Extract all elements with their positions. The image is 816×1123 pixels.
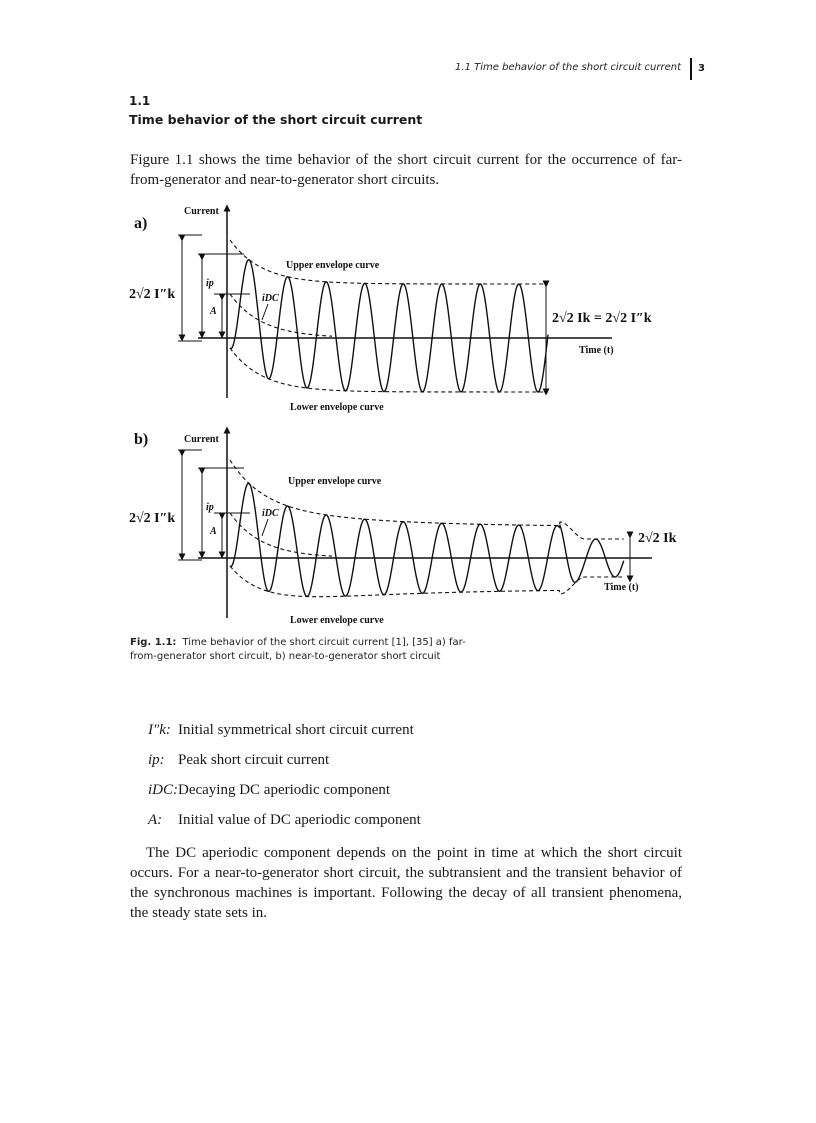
panel-a-peak-label: ip — [206, 278, 214, 289]
caption-text: Time behavior of the short circuit current [1], [35] a) far-from-generator short circuit, b) near-to-generator short circuit — [130, 637, 466, 662]
panel-b-upper-envelope — [230, 460, 624, 539]
figure-caption — [130, 636, 490, 664]
section-title: Time behavior of the short circuit current — [129, 112, 423, 127]
panel-b-left-amplitude-label: 2√2 I″k — [129, 511, 176, 526]
panel-a-upper-envelope — [230, 240, 548, 284]
panel-b-dc-label: iDC — [262, 508, 279, 519]
definition-term: A: — [148, 812, 163, 828]
panel-b-waveform — [230, 483, 624, 596]
panel-a-y-axis-label: Current — [184, 206, 219, 217]
panel-a-dc-label: iDC — [262, 293, 279, 304]
panel-b-lower-envelope-label: Lower envelope curve — [290, 615, 384, 626]
section-number: 1.1 — [129, 94, 151, 108]
panel-b-peak-label: ip — [206, 502, 214, 513]
panel-a-upper-envelope-label: Upper envelope curve — [286, 260, 380, 271]
definition-text: Initial value of DC aperiodic component — [178, 812, 421, 828]
figure-1-1 — [122, 198, 682, 626]
panel-b-label: b) — [134, 431, 149, 448]
panel-a — [129, 206, 652, 413]
caption-label: Fig. 1.1: — [130, 637, 177, 648]
definition-term: iDC: — [148, 782, 178, 798]
running-head: 1.1 Time behavior of the short circuit current — [455, 62, 681, 73]
definition-row — [148, 722, 688, 752]
definition-text: Decaying DC aperiodic component — [178, 782, 391, 798]
panel-b-dc-component — [230, 513, 332, 556]
definition-row — [148, 812, 688, 842]
definition-text: Peak short circuit current — [178, 752, 330, 768]
intro-paragraph: Figure 1.1 shows the time behavior of the short circuit current for the occurrence of far-from-generator and near-to-generator short circuits. — [130, 152, 682, 188]
definition-row — [148, 752, 688, 782]
dc-paragraph: The DC aperiodic component depends on the point in time at which the short circuit occurs. For a near-to-generator short circuit, the subtransient and the transient behavior of the synchronous machines is important. Following the decay of all transient phenomena, the steady state sets in. — [130, 845, 682, 921]
panel-a-x-axis-label: Time (t) — [579, 345, 614, 356]
panel-b — [129, 430, 677, 626]
panel-a-dc-initial-label: A — [210, 306, 217, 317]
definition-list — [148, 722, 688, 842]
definition-term: I″k: — [148, 722, 171, 738]
panel-b-upper-envelope-label: Upper envelope curve — [288, 476, 382, 487]
page-number: 3 — [698, 63, 705, 74]
definition-term: ip: — [148, 752, 165, 768]
panel-a-lower-envelope-label: Lower envelope curve — [290, 402, 384, 413]
header-rule — [690, 58, 692, 80]
panel-b-dc-initial-label: A — [210, 526, 217, 537]
figure-svg — [122, 198, 682, 626]
panel-b-y-axis-label: Current — [184, 434, 219, 445]
panel-b-right-amplitude-label: 2√2 Ik — [638, 531, 677, 546]
panel-a-waveform — [230, 260, 548, 392]
panel-a-label: a) — [134, 215, 148, 232]
definition-text: Initial symmetrical short circuit current — [178, 722, 414, 738]
panel-b-lower-envelope — [230, 566, 624, 597]
panel-a-right-amplitude-label: 2√2 Ik = 2√2 I″k — [552, 311, 652, 326]
panel-b-x-axis-label: Time (t) — [604, 582, 639, 593]
definition-row — [148, 782, 688, 812]
panel-a-left-amplitude-label: 2√2 I″k — [129, 287, 176, 302]
